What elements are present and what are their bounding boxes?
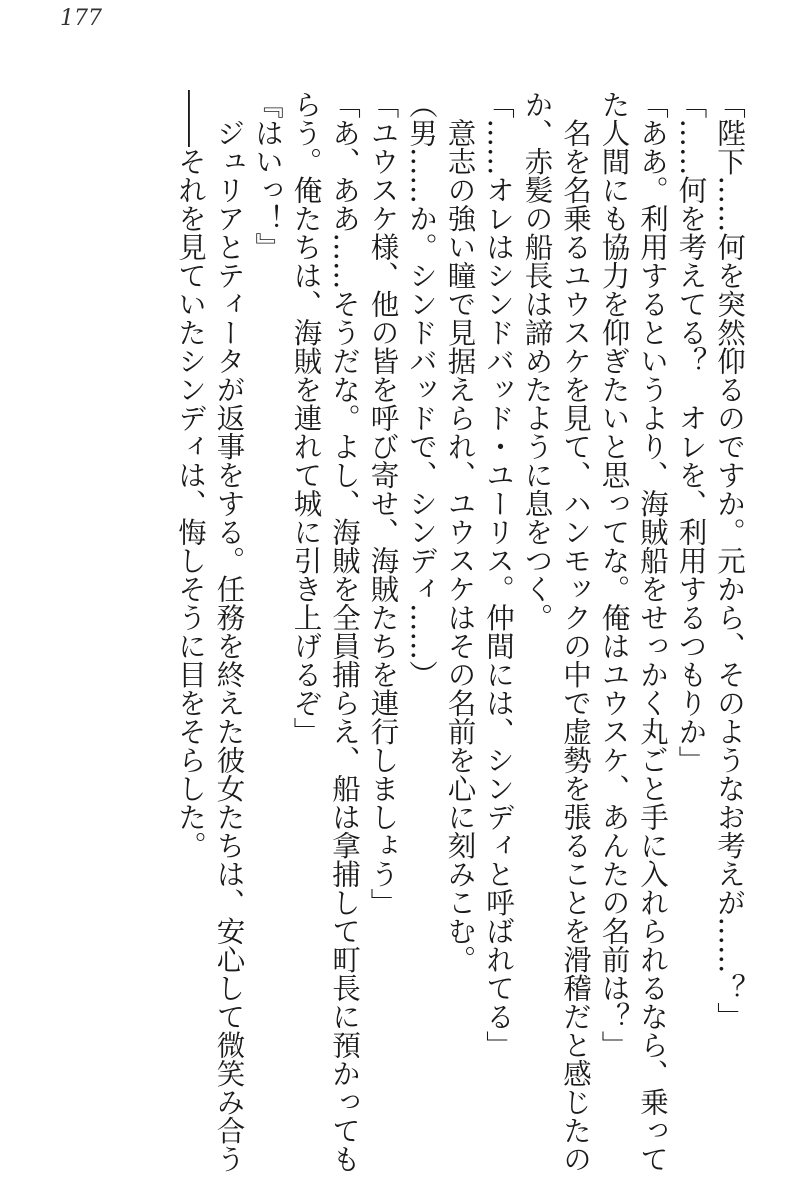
text-line: らう。俺たちは、海賊を連れて城に引き上げるぞ」: [289, 90, 323, 746]
text-line: （男……か。シンドバッドで、シンディ……）: [405, 90, 438, 689]
text-line: 「ユウスケ様、他の皆を呼び寄せ、海賊たちを連行しましょう」: [366, 90, 400, 917]
text-line: 名を名乗るユウスケを見て、ハンモックの中で虚勢を張ることを滑稽だと感じたの: [559, 90, 592, 1173]
text-line: 「陛下……何を突然仰るのですか。元から、そのようなお考えが……？」: [713, 90, 746, 1031]
text-line: 「あ、ああ……そうだな。よし、海賊を全員捕らえ、船は拿捕して町長に預かっても: [328, 90, 361, 1173]
text-line: 『はいっ！』: [251, 90, 284, 261]
text-line: た人間にも協力を仰ぎたいと思ってな。俺はユウスケ、あんたの名前は？」: [597, 90, 631, 1059]
text-line: 意志の強い瞳で見据えられ、ユウスケはその名前を心に刻みこむ。: [443, 90, 477, 974]
text-line: 「……何を考えてる？ オレを、利用するつもりか」: [674, 90, 708, 774]
text-line: ジュリアとティータが返事をする。任務を終えた彼女たちは、安心して微笑み合う: [212, 90, 246, 1173]
text-line: か、赤髪の船長は諦めたように息をつく。: [520, 90, 554, 632]
page-number: 177: [60, 6, 102, 31]
text-line: 「……オレはシンドバッド・ユーリス。仲間には、シンディと呼ばれてる」: [482, 90, 515, 1059]
text-line: 「ああ。利用するというより、海賊船をせっかく丸ごと手に入れられるなら、乗って: [636, 90, 669, 1173]
text-line: ――それを見ていたシンディは、悔しそうに目をそらした。: [174, 90, 207, 860]
body-text: [171, 90, 749, 1180]
